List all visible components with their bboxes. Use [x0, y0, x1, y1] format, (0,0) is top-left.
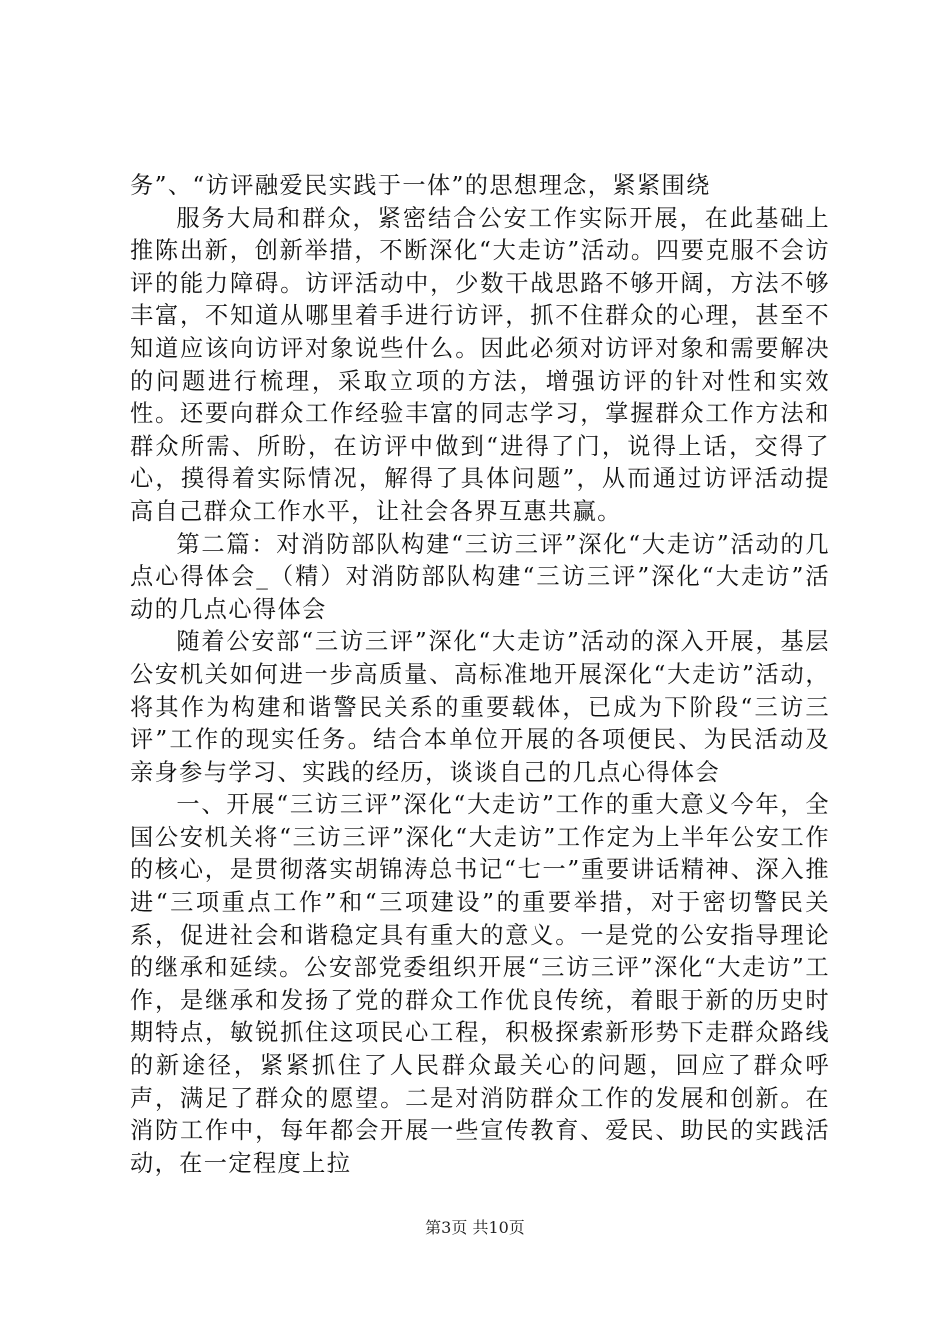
paragraph-visit-evaluation-ability: 服务大局和群众，紧密结合公安工作实际开展，在此基础上推陈出新，创新举措，不断深化“大走访”活动。四要克服不会访评的能力障碍。访评活动中，少数干战思路不够开阔，方法不够丰富，不知道从哪里着手进行访评，抓不住群众的心理，甚至不知道应该向访评对象说些什么。因此必须对访评对象和需要解决的问题进行梳理，采取立项的方法，增强访评的针对性和实效性。还要向群众工作经验丰富的同志学习，掌握群众工作方法和群众所需、所盼，在访评中做到“进得了门，说得上话，交得了心，摸得着实际情况，解得了具体问题”，从而通过访评活动提高自己群众工作水平，让社会各界互惠共赢。 — [130, 204, 830, 525]
paragraph-significance: 一、开展“三访三评”深化“大走访”工作的重大意义今年，全国公安机关将“三访三评”深化“大走访”工作定为上半年公安工作的核心，是贯彻落实胡锦涛总书记“七一”重要讲话精神、深入推进“三项重点工作”和“三项建设”的重要举措，对于密切警民关系，促进社会和谐稳定具有重大的意义。一是党的公安指导理论的继承和延续。公安部党委组织开展“三访三评”深化“大走访”工作，是继承和发扬了党的群众工作优良传统，着眼于新的历史时期特点，敏锐抓住这项民心工程，积极探索新形势下走群众路线的新途径，紧紧抓住了人民群众最关心的问题，回应了群众呼声，满足了群众的愿望。二是对消防群众工作的发展和创新。在消防工作中，每年都会开展一些宣传教育、爱民、助民的实践活动，在一定程度上拉 — [130, 791, 830, 1177]
paragraph-introduction: 随着公安部“三访三评”深化“大走访”活动的深入开展，基层公安机关如何进一步高质量、高标准地开展深化“大走访”活动，将其作为构建和谐警民关系的重要载体，已成为下阶段“三访三评”工作的现实任务。结合本单位开展的各项便民、为民活动及亲身参与学习、实践的经历，谈谈自己的几点心得体会 — [130, 628, 830, 786]
paragraph-section-two-title: 第二篇：对消防部队构建“三访三评”深化“大走访”活动的几点心得体会_（精）对消防部队构建“三访三评”深化“大走访”活动的几点心得体会 — [130, 530, 830, 623]
page-number-footer: 第3页 共10页 — [425, 1218, 525, 1237]
document-body — [130, 170, 830, 1180]
paragraph-continuation: 务”、“访评融爱民实践于一体”的思想理念，紧紧围绕 — [130, 172, 711, 199]
